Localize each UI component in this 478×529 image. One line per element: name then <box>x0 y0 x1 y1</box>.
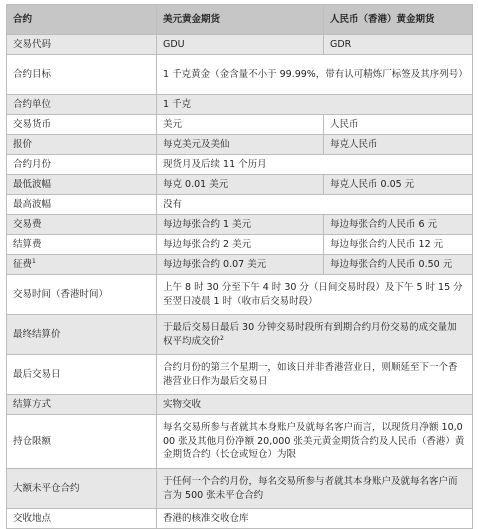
usd-value: 每边每张合约 0.07 美元 <box>157 255 324 275</box>
shared-value: 于任何一个合约月份，每名交易所参与者就其本身账户及就每名客户而言为 500 张未平仓合约 <box>157 469 473 509</box>
row-label: 持仓限额 <box>7 415 157 469</box>
table-row <box>7 215 473 235</box>
table-row <box>7 355 473 395</box>
cny-value: 每边每张合约人民币 6 元 <box>324 215 473 235</box>
row-label: 大额未平仓合约 <box>7 469 157 509</box>
shared-value: 1 千克 <box>157 95 473 115</box>
shared-value: 香港的核准交收仓库 <box>157 509 473 529</box>
usd-value: 每边每张合约 2 美元 <box>157 235 324 255</box>
row-label: 最低波幅 <box>7 175 157 195</box>
cny-value: 人民币 <box>324 115 473 135</box>
table-row <box>7 155 473 175</box>
shared-value: 现货月及后续 11 个历月 <box>157 155 473 175</box>
table-row <box>7 395 473 415</box>
footnote-marker: 2 <box>220 334 224 342</box>
row-label: 报价 <box>7 135 157 155</box>
row-label <box>7 255 157 275</box>
table-row <box>7 175 473 195</box>
row-label: 最后交易日 <box>7 355 157 395</box>
cny-value: 每边每张合约人民币 12 元 <box>324 235 473 255</box>
table-row <box>7 415 473 469</box>
shared-value: 没有 <box>157 195 473 215</box>
row-label: 交易代码 <box>7 35 157 55</box>
table-row <box>7 115 473 135</box>
table-header-row <box>7 5 473 35</box>
shared-value: 上午 8 时 30 分至下午 4 时 30 分（日间交易时段）及下午 5 时 15 分至翌日凌晨 1 时（收市后交易时段） <box>157 275 473 315</box>
shared-value: 实物交收 <box>157 395 473 415</box>
footnote-marker: 1 <box>32 257 36 265</box>
usd-value: GDU <box>157 35 324 55</box>
gold-futures-spec-table <box>6 4 473 529</box>
table-row <box>7 95 473 115</box>
row-label: 合约目标 <box>7 55 157 95</box>
row-label: 合约月份 <box>7 155 157 175</box>
table-row <box>7 135 473 155</box>
cny-value: GDR <box>324 35 473 55</box>
table-row <box>7 275 473 315</box>
row-label-text: 征费 <box>13 258 33 270</box>
row-label: 结算方式 <box>7 395 157 415</box>
row-label: 最高波幅 <box>7 195 157 215</box>
shared-value: 1 千克黄金（金含量不小于 99.99%，带有认可精炼厂标签及其序列号） <box>157 55 473 95</box>
cny-value: 每边每张合约人民币 0.50 元 <box>324 255 473 275</box>
shared-value <box>157 315 473 355</box>
row-label: 最终结算价 <box>7 315 157 355</box>
table-row <box>7 35 473 55</box>
table-row <box>7 235 473 255</box>
header-contract: 合约 <box>7 5 157 35</box>
shared-value: 每名交易所参与者就其本身账户及就每名客户而言，以现货月净额 10,000 张及其他月份净额 20,000 张美元黄金期货合约及人民币（香港）黄金期货合约（长仓或短仓）为限 <box>157 415 473 469</box>
row-label: 交易货币 <box>7 115 157 135</box>
cny-value: 每克人民币 <box>324 135 473 155</box>
cny-value: 每克人民币 0.05 元 <box>324 175 473 195</box>
usd-value: 美元 <box>157 115 324 135</box>
row-label: 结算费 <box>7 235 157 255</box>
row-label: 交收地点 <box>7 509 157 529</box>
header-cny-gold-futures: 人民币（香港）黄金期货 <box>324 5 473 35</box>
table-row <box>7 509 473 529</box>
table-row <box>7 55 473 95</box>
table-row <box>7 469 473 509</box>
table-row <box>7 195 473 215</box>
row-label: 交易费 <box>7 215 157 235</box>
usd-value: 每克美元及美仙 <box>157 135 324 155</box>
usd-value: 每边每张合约 1 美元 <box>157 215 324 235</box>
usd-value: 每克 0.01 美元 <box>157 175 324 195</box>
row-label: 合约单位 <box>7 95 157 115</box>
shared-value: 合约月份的第三个星期一，如该日并非香港营业日，则顺延至下一个香港营业日作为最后交易日 <box>157 355 473 395</box>
header-usd-gold-futures: 美元黄金期货 <box>157 5 324 35</box>
table-row <box>7 315 473 355</box>
row-label: 交易时间（香港时间） <box>7 275 157 315</box>
shared-value-text: 于最后交易日最后 30 分钟交易时段所有到期合约月份交易的成交量加权平均成交价 <box>163 321 457 347</box>
table-row <box>7 255 473 275</box>
